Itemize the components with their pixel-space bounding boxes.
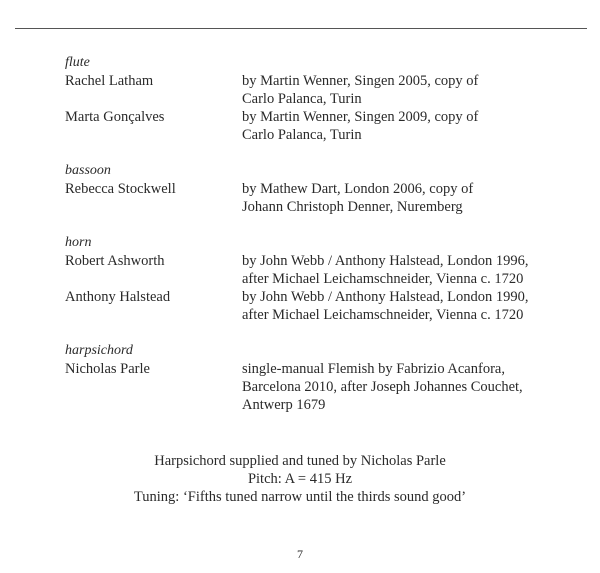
instrument-line: single-manual Flemish by Fabrizio Acanfora, bbox=[242, 361, 505, 377]
player-name: Marta Gonçalves bbox=[65, 109, 165, 125]
instrument-line: by Martin Wenner, Singen 2005, copy of bbox=[242, 73, 479, 89]
section-heading: bassoon bbox=[65, 163, 111, 178]
instrument-line: Carlo Palanca, Turin bbox=[242, 91, 362, 107]
roster-entry bbox=[65, 108, 565, 144]
section-heading: horn bbox=[65, 235, 92, 250]
instrument-description bbox=[242, 180, 565, 216]
player-name: Anthony Halstead bbox=[65, 289, 171, 305]
player-name: Robert Ashworth bbox=[65, 253, 165, 269]
section-heading: harpsichord bbox=[65, 343, 133, 358]
instrument-description bbox=[242, 108, 565, 144]
tuning-note: Tuning: ‘Fifths tuned narrow until the thirds sound good’ bbox=[133, 489, 467, 505]
roster-entry bbox=[65, 252, 565, 288]
roster-entry bbox=[65, 360, 565, 414]
instrument-line: after Michael Leichamschneider, Vienna c. 1720 bbox=[242, 271, 524, 287]
instrument-description bbox=[242, 252, 565, 288]
header-rule bbox=[15, 28, 587, 29]
instrument-line: after Michael Leichamschneider, Vienna c. 1720 bbox=[242, 307, 524, 323]
instrument-description bbox=[242, 72, 565, 108]
player-name: Rachel Latham bbox=[65, 73, 154, 89]
harpsichord-supplier-note: Harpsichord supplied and tuned by Nicholas Parle bbox=[154, 453, 446, 469]
section-bassoon bbox=[65, 162, 565, 216]
section-flute bbox=[65, 54, 565, 144]
section-horn bbox=[65, 234, 565, 324]
instrument-line: Carlo Palanca, Turin bbox=[242, 127, 362, 143]
instrument-line: Johann Christoph Denner, Nuremberg bbox=[242, 199, 463, 215]
instrument-line: by Mathew Dart, London 2006, copy of bbox=[242, 181, 474, 197]
section-harpsichord bbox=[65, 342, 565, 414]
section-heading: flute bbox=[65, 55, 90, 70]
instrument-line: Barcelona 2010, after Joseph Johannes Couchet, bbox=[242, 379, 523, 395]
roster-entry bbox=[65, 72, 565, 108]
pitch-note: Pitch: A = 415 Hz bbox=[247, 471, 353, 487]
instrument-roster bbox=[65, 54, 565, 432]
instrument-description bbox=[242, 360, 565, 414]
page-number: 7 bbox=[297, 547, 303, 561]
instrument-line: by John Webb / Anthony Halstead, London 1990, bbox=[242, 289, 529, 305]
tuning-notes bbox=[0, 452, 600, 506]
roster-entry bbox=[65, 180, 565, 216]
instrument-line: by Martin Wenner, Singen 2009, copy of bbox=[242, 109, 479, 125]
instrument-line: Antwerp 1679 bbox=[242, 397, 326, 413]
instrument-description bbox=[242, 288, 565, 324]
player-name: Nicholas Parle bbox=[65, 361, 150, 377]
player-name: Rebecca Stockwell bbox=[65, 181, 176, 197]
instrument-line: by John Webb / Anthony Halstead, London 1996, bbox=[242, 253, 529, 269]
roster-entry bbox=[65, 288, 565, 324]
